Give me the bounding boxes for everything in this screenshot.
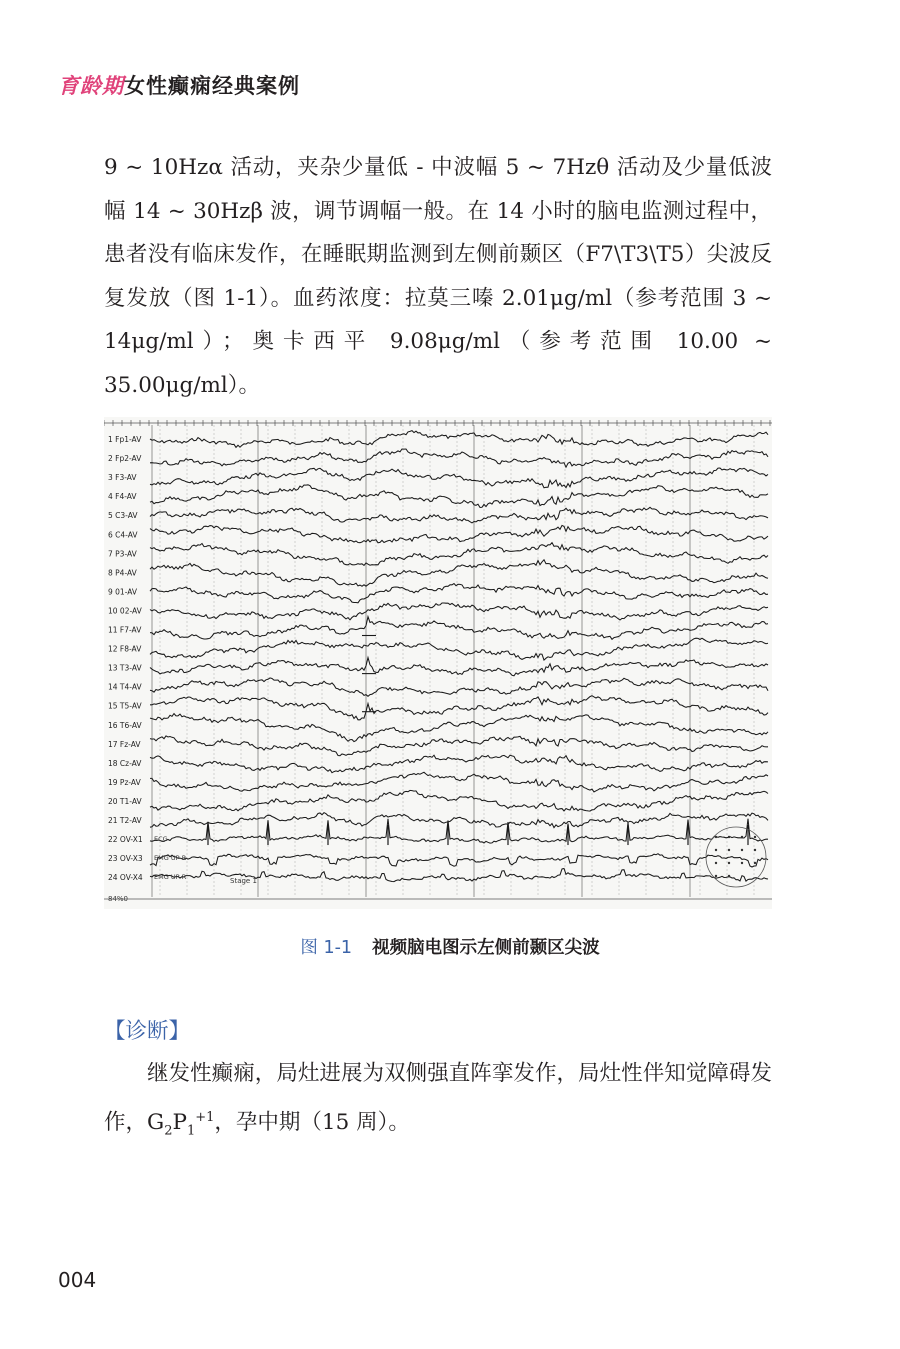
channel-trace: [150, 638, 768, 660]
figure-caption: [0, 934, 900, 959]
channel-label: 12 F8-AV: [108, 644, 142, 654]
electrode-dot: [728, 862, 730, 864]
electrode-dot: [754, 836, 756, 838]
stage-label: Stage 1: [230, 877, 257, 885]
running-head-accent: 育龄期: [58, 74, 124, 98]
channel-label: 14 T4-AV: [108, 682, 142, 692]
channel-label: 11 F7-AV: [108, 625, 142, 635]
figure-caption-number: 图 1-1: [300, 938, 353, 958]
channel-trace: [150, 485, 768, 508]
channel-label: 18 Cz-AV: [108, 758, 142, 768]
electrode-dot: [741, 849, 743, 851]
channel-trace: [150, 431, 768, 448]
figure-caption-text: 视频脑电图示左侧前颞区尖波: [372, 938, 600, 958]
channel-label: 17 Fz-AV: [108, 739, 141, 749]
electrode-dot: [754, 862, 756, 864]
eeg-figure: [104, 417, 772, 909]
electrode-dot: [715, 849, 717, 851]
channel-trace: [150, 678, 768, 696]
running-head: [58, 70, 300, 100]
electrode-dot: [728, 836, 730, 838]
channel-trace: [150, 603, 768, 620]
channel-trace: [150, 854, 768, 867]
channel-trace: [150, 584, 768, 603]
sub-label: EMG UP-R: [154, 873, 187, 882]
head-map-icon: [706, 827, 766, 887]
electrode-dot: [715, 875, 717, 877]
channel-label: 10 02-AV: [108, 606, 142, 616]
diagnosis-sub-g: 2: [164, 1122, 173, 1138]
channel-label: 1 Fp1-AV: [108, 435, 142, 444]
electrode-dot: [741, 862, 743, 864]
diagnosis-paragraph: [104, 1052, 772, 1152]
channel-trace: [150, 772, 768, 792]
sub-label: EMG UP-R: [154, 854, 187, 863]
footer-left-label: 84%0: [108, 895, 129, 903]
channel-label: 22 OV-X1: [108, 835, 143, 845]
eeg-trace-image: [104, 417, 772, 909]
diagnosis-sup: +1: [195, 1109, 215, 1125]
channel-label: 3 F3-AV: [108, 473, 137, 483]
channel-label: 16 T6-AV: [108, 720, 142, 730]
channel-label: 9 01-AV: [108, 587, 138, 597]
diagnosis-text: 继发性癫痫，局灶进展为双侧强直阵挛发作，局灶性伴知觉障碍发作，G: [104, 1061, 772, 1135]
electrode-dot: [715, 836, 717, 838]
channel-trace: [150, 560, 768, 586]
channel-trace: [150, 507, 768, 523]
page-number: 004: [58, 1268, 97, 1292]
channel-trace: [150, 617, 768, 640]
electrode-dot: [728, 875, 730, 877]
section-heading-diagnosis: 【诊断】: [104, 1019, 191, 1044]
channel-label: 2 Fp2-AV: [108, 454, 142, 464]
electrode-dot: [741, 836, 743, 838]
channel-label: 8 P4-AV: [108, 568, 137, 578]
channel-trace: [150, 790, 768, 811]
channel-label: 4 F4-AV: [108, 492, 137, 502]
channel-trace: [150, 819, 768, 843]
channel-trace: [150, 449, 768, 467]
electrode-dot: [754, 849, 756, 851]
channel-trace: [150, 755, 768, 773]
channel-label: 6 C4-AV: [108, 530, 138, 540]
running-head-title: 女性癫痫经典案例: [124, 74, 300, 98]
diagnosis-sub-p: 1: [186, 1122, 196, 1138]
channel-trace: [150, 543, 768, 566]
channel-label: 5 C3-AV: [108, 511, 138, 521]
channel-trace: [150, 813, 768, 828]
body-paragraph-eeg: 9 ~ 10Hzα 活动，夹杂少量低 - 中波幅 5 ~ 7Hzθ 活动及少量低波幅 14 ~ 30Hzβ 波，调节调幅一般。在 14 小时的脑电监测过程中，患者没有临床发作，在睡眠期监测到左侧前颞区（F7\T3\T5）尖波反复发放（图 1-1）。血药浓度：拉莫三嗪 2.01μg/ml（参考范围 3 ~ 14μg/ml）；奥卡西平 9.08μg/ml（参考范围 10.00 ~ 35.00μg/ml）。: [104, 155, 772, 398]
channel-label: 13 T3-AV: [108, 663, 142, 673]
diagnosis-p: P: [172, 1109, 187, 1135]
electrode-dot: [715, 862, 717, 864]
channel-label: 23 OV-X3: [108, 854, 143, 864]
channel-label: 21 T2-AV: [108, 816, 142, 825]
channel-trace: [150, 468, 768, 488]
channel-trace: [150, 696, 768, 720]
sub-label: ECG: [154, 835, 168, 844]
channel-label: 20 T1-AV: [108, 796, 142, 806]
channel-trace: [150, 736, 768, 756]
channel-label: 7 P3-AV: [108, 549, 137, 559]
channel-label: 15 T5-AV: [108, 701, 142, 711]
electrode-dot: [728, 849, 730, 851]
channel-trace: [150, 525, 768, 542]
channel-label: 19 Pz-AV: [108, 777, 141, 787]
channel-label: 24 OV-X4: [108, 873, 143, 883]
diagnosis-tail: ，孕中期（15 周）。: [214, 1109, 410, 1135]
channel-trace: [150, 658, 768, 676]
channel-trace: [150, 714, 768, 742]
